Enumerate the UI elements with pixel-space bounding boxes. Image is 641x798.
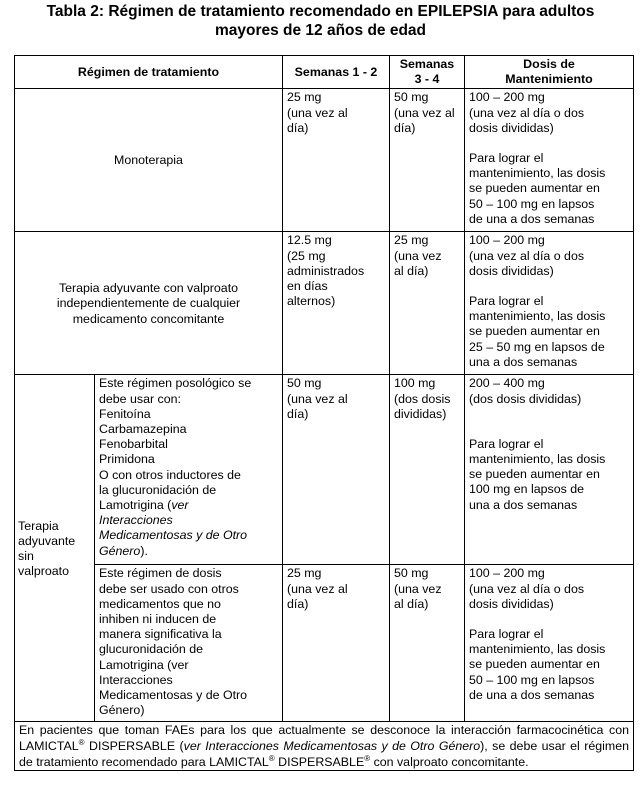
footnote-reference: ver Interacciones Medicamentosas y de Otro Género	[183, 739, 481, 753]
maintenance-note: Para lograr el mantenimiento, las dosis se pueden aumentar en 50 – 100 mg en lapsos de una a dos semanas	[469, 627, 606, 702]
table-row	[15, 375, 634, 565]
header-maintenance: Dosis de Mantenimiento	[465, 56, 634, 89]
maintenance-dose: 200 – 400 mg (dos dosis divididas)	[469, 376, 582, 406]
title-line-1: Tabla 2: Régimen de tratamiento recomendado en EPILEPSIA para adultos	[46, 3, 595, 20]
footnote: En pacientes que toman FAEs para los que actualmente se desconoce la interacción farmacocinética con LAMICTAL® DISPERSABLE (ver Interacciones Medicamentosas y de Otro Género), se debe usar el régimen de tratamiento recomendado para LAMICTAL® DISPERSABLE® con valproato concomitante.	[15, 722, 634, 771]
maintenance-note: Para lograr el mantenimiento, las dosis se pueden aumentar en 50 – 100 mg en lapsos de una a dos semanas	[469, 151, 606, 226]
dosing-table	[14, 55, 634, 771]
maintenance-cell	[465, 565, 634, 722]
group-label: Terapia adyuvante sin valproato	[15, 375, 95, 722]
maintenance-note: Para lograr el mantenimiento, las dosis se pueden aumentar en 25 – 50 mg en lapsos de una a dos semanas	[469, 294, 606, 369]
regimen-cell: Monoterapia	[15, 89, 283, 232]
subregimen-description: Este régimen posológico se debe usar con: Fenitoína Carbamazepina Fenobarbital Primidona O con otros inductores de la glucuronidación de Lamotrigina (ver Interacciones Medicamentosas y de Otro Género).	[95, 375, 283, 565]
header-row	[15, 56, 634, 89]
weeks-1-2-cell: 12.5 mg (25 mg administrados en días alternos)	[283, 232, 390, 375]
table-title	[0, 2, 641, 40]
maintenance-note: Para lograr el mantenimiento, las dosis se pueden aumentar en 100 mg en lapsos de una a dos semanas	[469, 436, 606, 512]
title-line-2: mayores de 12 años de edad	[214, 22, 427, 39]
table-row	[15, 232, 634, 375]
weeks-3-4-cell: 25 mg (una vez al día)	[390, 232, 465, 375]
weeks-3-4-cell: 50 mg (una vez al día)	[390, 565, 465, 722]
weeks-1-2-cell: 50 mg (una vez al día)	[283, 375, 390, 565]
weeks-1-2-cell: 25 mg (una vez al día)	[283, 89, 390, 232]
maintenance-dose: 100 – 200 mg (una vez al día o dos dosis divididas)	[469, 566, 585, 611]
header-weeks-3-4: Semanas 3 - 4	[390, 56, 465, 89]
maintenance-cell	[465, 375, 634, 565]
maintenance-dose: 100 – 200 mg (una vez al día o dos dosis divididas)	[469, 233, 585, 278]
regimen-cell: Terapia adyuvante con valproato independientemente de cualquier medicamento concomitante	[15, 232, 283, 375]
header-weeks-1-2: Semanas 1 - 2	[283, 56, 390, 89]
weeks-1-2-cell: 25 mg (una vez al día)	[283, 565, 390, 722]
footnote-row	[15, 722, 634, 771]
maintenance-cell	[465, 89, 634, 232]
subregimen-description: Este régimen de dosis debe ser usado con otros medicamentos que no inhiben ni inducen de manera significativa la glucuronidación de Lamotrigina (ver Interacciones Medicamentosas y de Otro Género)	[95, 565, 283, 722]
weeks-3-4-cell: 100 mg (dos dosis divididas)	[390, 375, 465, 565]
maintenance-dose: 100 – 200 mg (una vez al día o dos dosis divididas)	[469, 90, 585, 135]
header-regimen: Régimen de tratamiento	[15, 56, 283, 89]
table-row	[15, 89, 634, 232]
maintenance-cell	[465, 232, 634, 375]
table-row	[15, 565, 634, 722]
weeks-3-4-cell: 50 mg (una vez al día)	[390, 89, 465, 232]
interactions-reference: ver Interacciones Medicamentosas y de Otro Género	[99, 498, 248, 558]
